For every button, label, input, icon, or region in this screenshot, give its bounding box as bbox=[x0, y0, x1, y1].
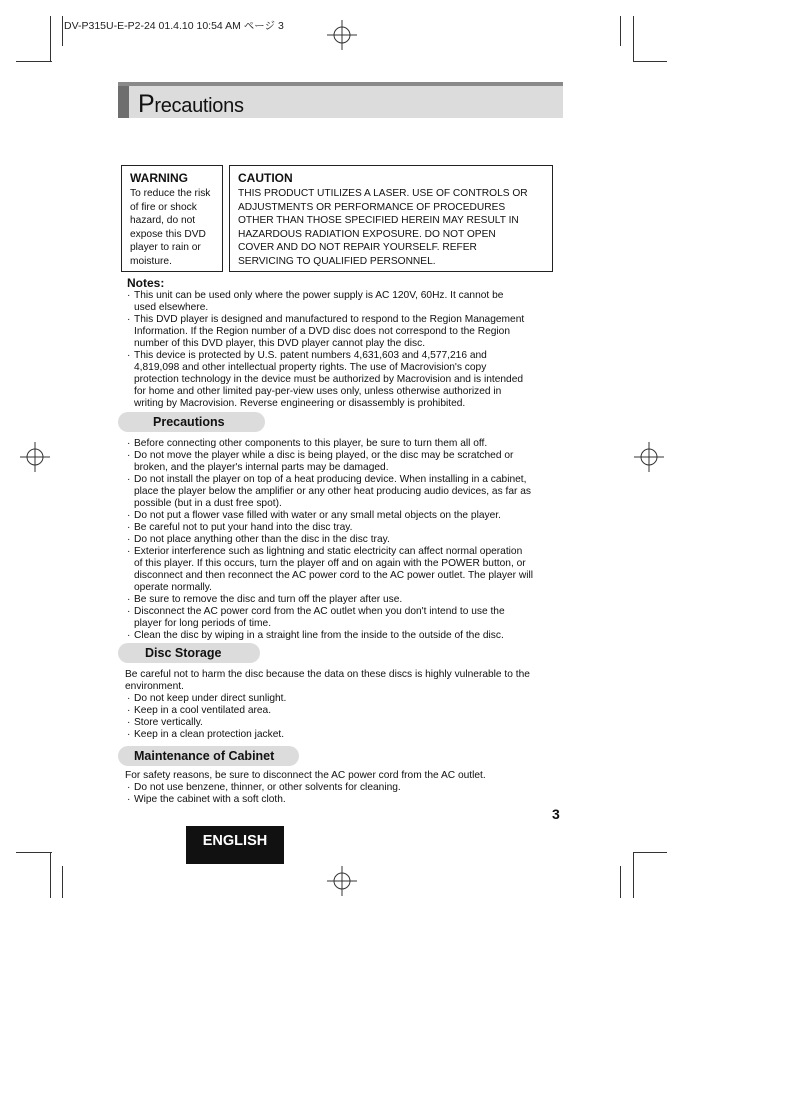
precautions-item bbox=[127, 606, 552, 630]
disc-storage-intro-line: environment. bbox=[125, 681, 184, 693]
page-title-bar bbox=[118, 82, 563, 118]
disc-storage-item-text: Keep in a clean protection jacket. bbox=[134, 729, 285, 740]
precautions-item-line: Exterior interference such as lightning and static electricity can affect normal operation bbox=[134, 546, 523, 557]
bullet-dot: · bbox=[127, 782, 131, 793]
notes-item-line: Information. If the Region number of a DVD disc does not correspond to the Region bbox=[134, 326, 511, 338]
notes-item bbox=[127, 350, 552, 410]
precautions-item-line: Clean the disc by wiping in a straight line from the inside to the outside of the disc. bbox=[134, 630, 504, 641]
precautions-item bbox=[127, 510, 552, 522]
notes-item-line: protection technology in the device must be authorized by Macrovision and is intended bbox=[134, 374, 524, 386]
notes-item-line: 4,819,098 and other intellectual property rights. The use of Macrovision's copy bbox=[134, 362, 487, 374]
disc-storage-item bbox=[127, 693, 552, 705]
precautions-item-line: Do not put a flower vase filled with water or any small metal objects on the player. bbox=[134, 510, 501, 521]
page-title-initial: P bbox=[138, 90, 155, 118]
notes-item bbox=[127, 314, 552, 350]
maintenance-item bbox=[127, 782, 552, 794]
bullet-dot: · bbox=[127, 546, 131, 557]
registration-mark-top bbox=[327, 20, 357, 50]
disc-storage-item-text: Keep in a cool ventilated area. bbox=[134, 705, 272, 716]
precautions-item-line: Before connecting other components to this player, be sure to turn them all off. bbox=[134, 438, 488, 449]
notes-item-line: This device is protected by U.S. patent numbers 4,631,603 and 4,577,216 and bbox=[134, 350, 487, 361]
precautions-item-line: Do not move the player while a disc is being played, or the disc may be scratched or bbox=[134, 450, 514, 461]
notes-item-line: for home and other limited pay-per-view uses only, unless otherwise authorized in bbox=[134, 386, 502, 398]
section-heading-text: Maintenance of Cabinet bbox=[134, 749, 275, 763]
precautions-item bbox=[127, 450, 552, 474]
bullet-dot: · bbox=[127, 534, 131, 545]
maintenance-item-text: Do not use benzene, thinner, or other solvents for cleaning. bbox=[134, 782, 401, 793]
bullet-dot: · bbox=[127, 314, 131, 325]
page-title-rest: recautions bbox=[154, 95, 244, 117]
caution-line: OTHER THAN THOSE SPECIFIED HEREIN MAY RESULT IN bbox=[238, 215, 519, 226]
notes-item-line: used elsewhere. bbox=[134, 302, 209, 314]
section-heading-maintenance bbox=[118, 746, 299, 766]
disc-storage-item-text: Do not keep under direct sunlight. bbox=[134, 693, 287, 704]
registration-mark-right bbox=[634, 442, 664, 472]
precautions-item-line: Be sure to remove the disc and turn off the player after use. bbox=[134, 594, 403, 605]
notes-item bbox=[127, 290, 552, 314]
warning-line: expose this DVD bbox=[130, 228, 206, 240]
language-tab: ENGLISH bbox=[186, 826, 284, 864]
precautions-item-line: player for long periods of time. bbox=[134, 618, 272, 630]
precautions-item bbox=[127, 474, 552, 510]
precautions-item-line: possible (but in a dust free spot). bbox=[134, 498, 282, 510]
caution-heading: CAUTION bbox=[238, 171, 293, 185]
notes-item-line: number of this DVD player, this DVD player cannot play the disc. bbox=[134, 338, 426, 350]
precautions-item bbox=[127, 546, 552, 594]
disc-storage-intro-line: Be careful not to harm the disc because the data on these discs is highly vulnerable to the bbox=[125, 669, 530, 680]
section-heading-text: Precautions bbox=[153, 415, 225, 429]
print-slug: DV-P315U-E-P2-24 01.4.10 10:54 AM ページ 3 bbox=[64, 20, 284, 32]
precautions-item-line: Do not install the player on top of a heat producing device. When installing in a cabinet, bbox=[134, 474, 527, 485]
registration-mark-bottom bbox=[327, 866, 357, 896]
maintenance-intro: For safety reasons, be sure to disconnect the AC power cord from the AC outlet. bbox=[125, 770, 486, 781]
disc-storage-item bbox=[127, 729, 552, 741]
bullet-dot: · bbox=[127, 522, 131, 533]
precautions-item-line: place the player below the amplifier or any other heat producing audio devices, as far as bbox=[134, 486, 531, 498]
caution-line: HAZARDOUS RADIATION EXPOSURE. DO NOT OPEN bbox=[238, 228, 496, 240]
precautions-item-line: Disconnect the AC power cord from the AC outlet when you don't intend to use the bbox=[134, 606, 505, 617]
precautions-item bbox=[127, 630, 552, 642]
registration-mark-left bbox=[20, 442, 50, 472]
disc-storage-item bbox=[127, 705, 552, 717]
maintenance-item-text: Wipe the cabinet with a soft cloth. bbox=[134, 794, 286, 805]
bullet-dot: · bbox=[127, 794, 131, 805]
warning-line: hazard, do not bbox=[130, 215, 196, 226]
disc-storage-item-text: Store vertically. bbox=[134, 717, 203, 728]
bullet-dot: · bbox=[127, 350, 131, 361]
bullet-dot: · bbox=[127, 594, 131, 605]
precautions-item-line: disconnect and then reconnect the AC power cord to the AC power outlet. The player will bbox=[134, 570, 534, 582]
bullet-dot: · bbox=[127, 693, 131, 704]
notes-item-line: This DVD player is designed and manufactured to respond to the Region Management bbox=[134, 314, 525, 325]
caution-line: COVER AND DO NOT REPAIR YOURSELF. REFER bbox=[238, 242, 477, 253]
precautions-item-line: operate normally. bbox=[134, 582, 212, 594]
section-heading-precautions bbox=[118, 412, 265, 432]
warning-line: player to rain or bbox=[130, 242, 201, 253]
precautions-item-line: of this player. If this occurs, turn the player off and on again with the POWER button, or bbox=[134, 558, 526, 570]
disc-storage-item bbox=[127, 717, 552, 729]
warning-line: To reduce the risk bbox=[130, 188, 211, 199]
notes-heading: Notes: bbox=[127, 276, 165, 290]
page-title bbox=[138, 90, 244, 119]
disc-storage-intro bbox=[125, 669, 553, 693]
bullet-dot: · bbox=[127, 717, 131, 728]
bullet-dot: · bbox=[127, 290, 131, 301]
caution-line: ADJUSTMENTS OR PERFORMANCE OF PROCEDURES bbox=[238, 201, 506, 213]
title-accent-stripe bbox=[118, 86, 129, 118]
bullet-dot: · bbox=[127, 729, 131, 740]
warning-box bbox=[121, 165, 223, 272]
bullet-dot: · bbox=[127, 630, 131, 641]
bullet-dot: · bbox=[127, 450, 131, 461]
warning-line: moisture. bbox=[130, 255, 172, 267]
bullet-dot: · bbox=[127, 705, 131, 716]
bullet-dot: · bbox=[127, 606, 131, 617]
page-number: 3 bbox=[552, 806, 560, 822]
precautions-item bbox=[127, 534, 552, 546]
section-heading-text: Disc Storage bbox=[145, 646, 222, 660]
bullet-dot: · bbox=[127, 474, 131, 485]
notes-item-line: writing by Macrovision. Reverse engineering or disassembly is prohibited. bbox=[134, 398, 466, 410]
precautions-item-line: Be careful not to put your hand into the disc tray. bbox=[134, 522, 353, 533]
caution-line: THIS PRODUCT UTILIZES A LASER. USE OF CONTROLS OR bbox=[238, 188, 528, 199]
precautions-item-line: Do not place anything other than the disc in the disc tray. bbox=[134, 534, 390, 545]
precautions-item-line: broken, and the player's internal parts may be damaged. bbox=[134, 462, 389, 474]
caution-line: SERVICING TO QUALIFIED PERSONNEL. bbox=[238, 255, 436, 267]
bullet-dot: · bbox=[127, 510, 131, 521]
maintenance-item bbox=[127, 794, 552, 806]
precautions-item bbox=[127, 522, 552, 534]
notes-item-line: This unit can be used only where the power supply is AC 120V, 60Hz. It cannot be bbox=[134, 290, 504, 301]
precautions-item bbox=[127, 594, 552, 606]
warning-line: of fire or shock bbox=[130, 201, 197, 213]
section-heading-disc-storage bbox=[118, 643, 260, 663]
precautions-item bbox=[127, 438, 552, 450]
warning-heading: WARNING bbox=[130, 171, 188, 185]
bullet-dot: · bbox=[127, 438, 131, 449]
caution-box bbox=[229, 165, 553, 272]
